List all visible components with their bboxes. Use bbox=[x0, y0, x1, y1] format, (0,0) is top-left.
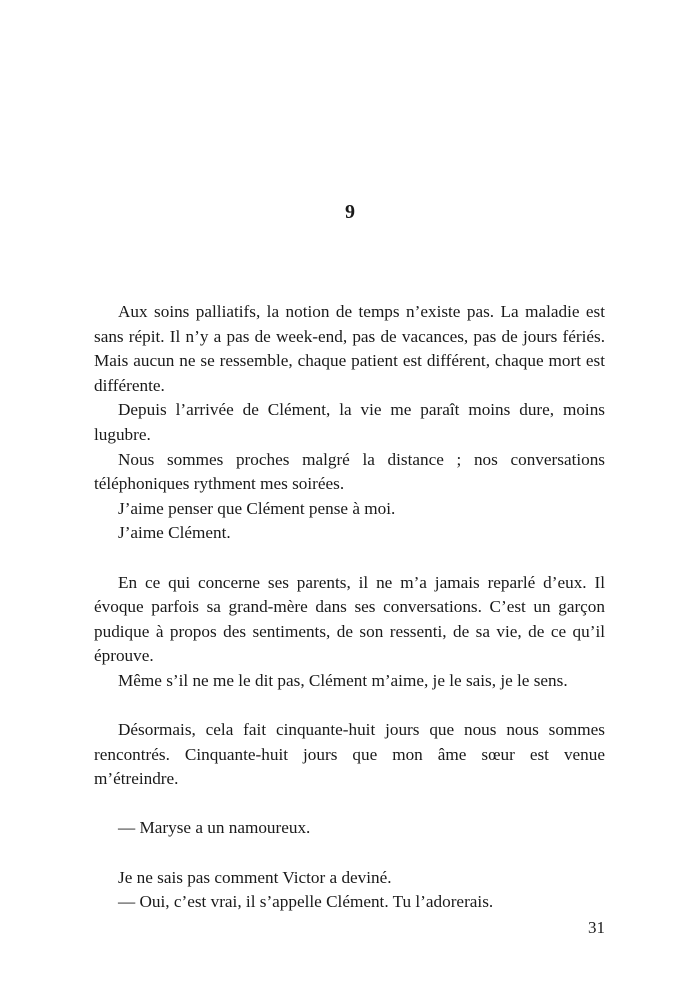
paragraph: Je ne sais pas comment Victor a deviné. bbox=[118, 867, 392, 887]
paragraph: J’aime Clément. bbox=[118, 523, 231, 543]
paragraph: Aux soins palliatifs, la notion de temps n’existe pas. La maladie est sans répit. Il n’y a pas de week-end, pas de vacances, pas de jours fériés. Mais aucun ne se ressemble, chaque patient est différent, chaque mort est différente. bbox=[94, 302, 605, 395]
paragraph-gap bbox=[94, 841, 605, 866]
body-text bbox=[94, 300, 605, 915]
dialogue-line: — Oui, c’est vrai, il s’appelle Clément. Tu l’adorerais. bbox=[118, 892, 494, 912]
paragraph: Même s’il ne me le dit pas, Clément m’aime, je le sais, je le sens. bbox=[118, 670, 568, 690]
paragraph-gap bbox=[94, 694, 605, 719]
paragraph-gap bbox=[94, 546, 605, 571]
dialogue-line: — Maryse a un namoureux. bbox=[118, 818, 311, 838]
chapter-number: 9 bbox=[345, 201, 355, 223]
paragraph: En ce qui concerne ses parents, il ne m’a jamais reparlé d’eux. Il évoque parfois sa grand-mère dans ses conversations. C’est un garçon pudique à propos des sentiments, de son ressenti, de sa vie, de ce qu’il éprouve. bbox=[94, 572, 605, 666]
paragraph: Depuis l’arrivée de Clément, la vie me paraît moins dure, moins lugubre. bbox=[94, 400, 605, 444]
paragraph: J’aime penser que Clément pense à moi. bbox=[118, 498, 396, 518]
paragraph-gap bbox=[94, 792, 605, 817]
page-number: 31 bbox=[588, 918, 605, 937]
paragraph: Désormais, cela fait cinquante-huit jours que nous nous sommes rencontrés. Cinquante-huit jours que mon âme sœur est venue m’étreindre. bbox=[94, 720, 605, 789]
paragraph: Nous sommes proches malgré la distance ; nos conversations téléphoniques rythment mes soirées. bbox=[94, 449, 605, 494]
